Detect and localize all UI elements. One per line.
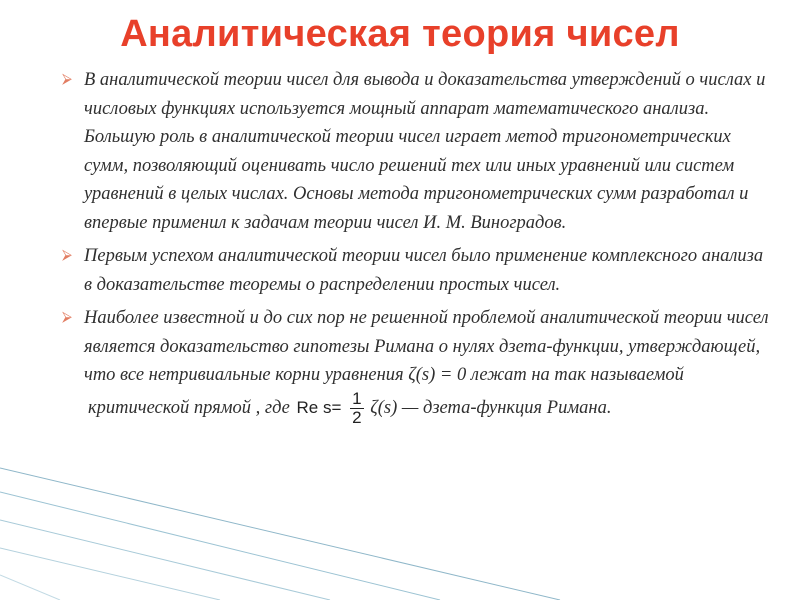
bullet-arrow-icon: ⮚ bbox=[62, 310, 72, 325]
slide-title: Аналитическая теория чисел bbox=[120, 13, 680, 55]
bullet-item bbox=[60, 66, 775, 237]
bullet-continuation bbox=[84, 390, 775, 427]
decorative-line bbox=[0, 492, 440, 600]
bullet-arrow-icon: ⮚ bbox=[62, 248, 72, 263]
decorative-line bbox=[0, 468, 560, 600]
formula-fraction bbox=[350, 390, 363, 427]
bullet-item bbox=[60, 304, 775, 427]
decorative-line bbox=[0, 548, 220, 600]
bullet-text: Первым успехом аналитической теории чисел было применение комплексного анализа в доказательстве теоремы о распределении простых чисел. bbox=[84, 246, 764, 295]
slide-content bbox=[60, 66, 775, 432]
bullet-arrow-icon: ⮚ bbox=[62, 72, 72, 87]
formula-lhs: Re s= bbox=[296, 397, 342, 417]
formula-image bbox=[297, 390, 364, 427]
fraction-denominator: 2 bbox=[352, 407, 362, 427]
bullet-text: В аналитической теории чисел для вывода и доказательства утверждений о числах и числовых функциях используется мощный аппарат математического анализа. Большую роль в аналитической теории чисел играет метод тригонометрических сумм, позволяющий оценивать число решений тех или иных уравнений или систем уравнений в целых числах. Основы метода тригонометрических сумм разработал и впервые применил к задачам теории чисел И. М. Виноградов. bbox=[84, 70, 766, 233]
fraction-numerator: 1 bbox=[352, 388, 362, 408]
continuation-text: ζ(s) — дзета-функция Римана. bbox=[370, 397, 612, 418]
bullet-text: Наиболее известной и до сих пор не решенной проблемой аналитической теории чисел является доказательство гипотезы Римана о нулях дзета-функции, утверждающей, что все нетривиальные корни уравнения ζ(s) = 0 лежат на так называемой bbox=[84, 308, 769, 385]
decorative-line bbox=[0, 575, 60, 600]
continuation-text: критической прямой , где bbox=[88, 397, 290, 418]
bullet-item bbox=[60, 242, 775, 299]
